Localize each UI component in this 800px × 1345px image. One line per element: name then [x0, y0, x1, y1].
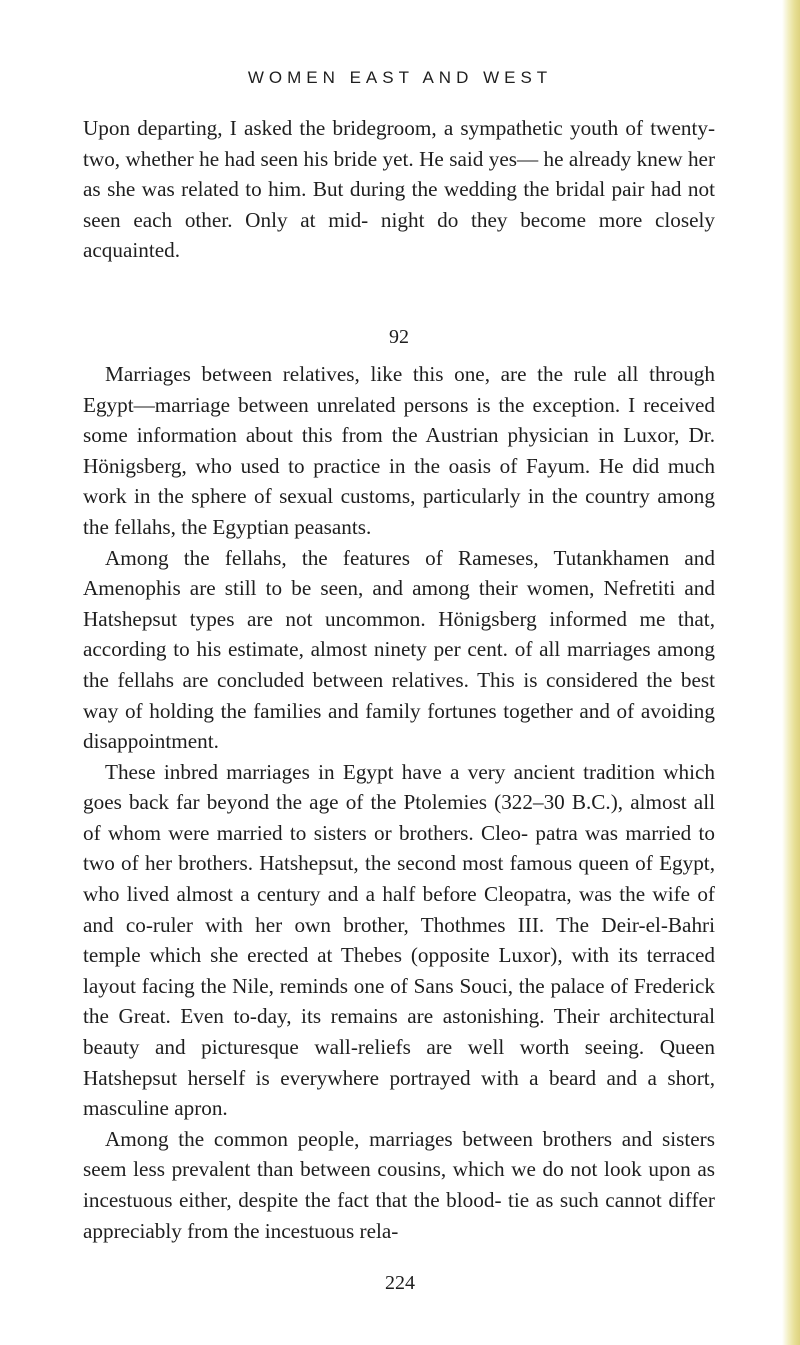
section-number: 92 — [389, 325, 409, 348]
running-head: WOMEN EAST AND WEST — [247, 68, 553, 87]
page-edge — [782, 0, 800, 1345]
paragraph-5: Among the common people, marriages between brothers and sisters seem less prevalent than between cousins, which we do not look upon as incestuous either, despite the fact that the blood- tie as such cannot differ appreciably from the incestuous rela- — [83, 1126, 715, 1243]
paragraph-2: Marriages between relatives, like this one, are the rule all through Egypt—marriage between unrelated persons is the exception. I received some information about this from the Austrian physician in Luxor, Dr. Hönigsberg, who used to practice in the oasis of Fayum. He did much work in the sphere of sexual customs, particularly in the country among the fellahs, the Egyptian peasants. — [83, 361, 715, 539]
paragraph-1: Upon departing, I asked the bridegroom, a sympathetic youth of twenty-two, whether he had seen his bride yet. He said yes— he already knew her as she was related to him. But during the wedding the bridal pair had not seen each other. Only at mid- night do they become more closely acquainted. — [83, 116, 715, 263]
paragraph-4: These inbred marriages in Egypt have a very ancient tradition which goes back far beyond the age of the Ptolemies (322–30 B.C.), almost all of whom were married to sisters or brothers. Cleo- patra was married to two of her brothers. Hatshepsut, the second most famous queen of Egypt, who lived almost a century and a half before Cleopatra, was the wife of and co-ruler with her own brother, Thothmes III. The Deir-el-Bahri temple which she erected at Thebes (opposite Luxor), with its terraced layout facing the Nile, reminds one of Sans Souci, the palace of Frederick the Great. Even to-day, its remains are astonishing. Their architectural beauty and picturesque wall-reliefs are well worth seeing. Queen Hatshepsut herself is everywhere portrayed with a beard and a short, masculine apron. — [83, 759, 715, 1121]
body-text — [83, 113, 715, 1246]
page-number: 224 — [385, 1272, 415, 1294]
paragraph-3: Among the fellahs, the features of Rameses, Tutankhamen and Amenophis are still to be seen, and among their women, Nefretiti and Hatshepsut types are not uncommon. Hönigsberg informed me that, according to his estimate, almost ninety per cent. of all marriages among the fellahs are concluded between relatives. This is considered the best way of holding the families and family fortunes together and of avoiding disappointment. — [83, 545, 715, 754]
